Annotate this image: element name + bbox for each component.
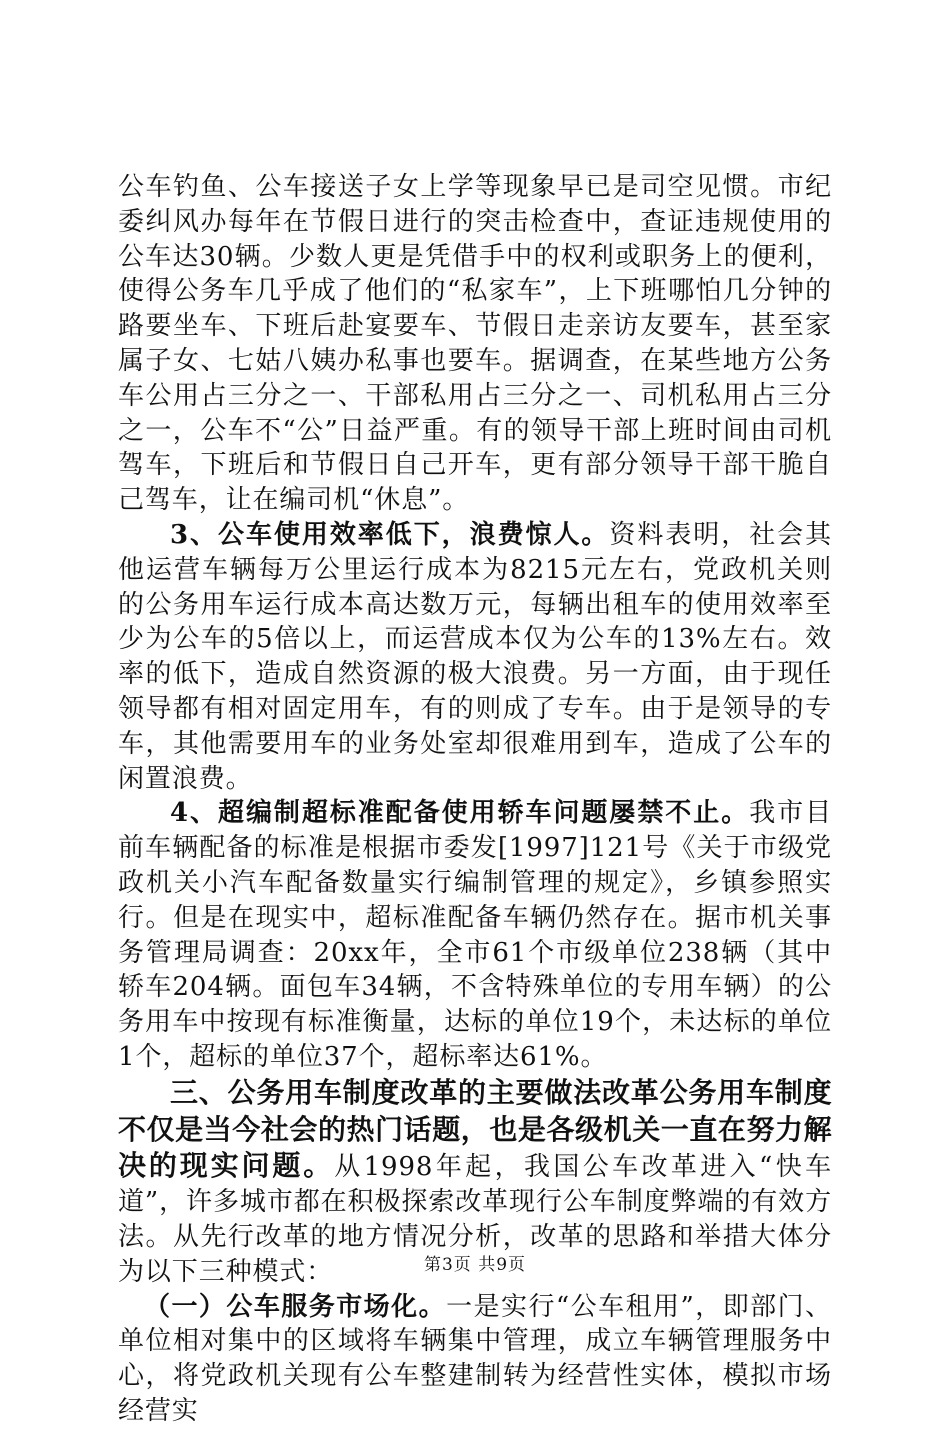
paragraph-4-text: 从1998年起，我国公车改革进入“快车道”，许多城市都在积极探索改革现行公车制度弊端的有效方法。从先行改革的地方情况分析，改革的思路和举措大体分为以下三种模式： — [118, 1152, 832, 1287]
paragraph-5 — [118, 1290, 832, 1429]
paragraph-3 — [118, 796, 832, 1074]
paragraph-5-heading: （一）公车服务市场化。 — [144, 1291, 447, 1322]
paragraph-2-text: 资料表明，社会其他运营车辆每万公里运行成本为8215元左右，党政机关则的公务用车运行成本高达数万元，每辆出租车的使用效率至少为公车的5倍以上，而运营成本仅为公车的13%左右。效率的低下，造成自然资源的极大浪费。另一方面，由于现任领导都有相对固定用车，有的则成了专车。由于是领导的专车，其他需要用车的业务处室却很难用到车，造成了公车的闲置浪费。 — [118, 519, 833, 794]
paragraph-3-text: 我市目前车辆配备的标准是根据市委发[1997]121号《关于市级党政机关小汽车配备数量实行编制管理的规定》，乡镇参照实行。但是在现实中，超标准配备车辆仍然存在。据市机关事务管理局调查：20xx年，全市61个市级单位238辆（其中轿车204辆。面包车34辆，不含特殊单位的专用车辆）的公务用车中按现有标准衡量，达标的单位19个，未达标的单位1个，超标的单位37个，超标率达61%。 — [118, 798, 833, 1072]
body-text — [118, 170, 832, 1429]
paragraph-1: 公车钓鱼、公车接送子女上学等现象早已是司空见惯。市纪委纠风办每年在节假日进行的突击检查中，查证违规使用的公车达30辆。少数人更是凭借手中的权利或职务上的便利，使得公务车几乎成了他们的“私家车”，上下班哪怕几分钟的路要坐车、下班后赴宴要车、节假日走亲访友要车，甚至家属子女、七姑八姨办私事也要车。据调查，在某些地方公务车公用占三分之一、干部私用占三分之一、司机私用占三分之一，公车不“公”日益严重。有的领导干部上班时间由司机驾车，下班后和节假日自己开车，更有部分领导干部干脆自己驾车，让在编司机“休息”。 — [118, 172, 832, 516]
section-heading: 三、公务用车制度改革的主要做法改革公务用车制度不仅是当今社会的热门话题，也是各级机关一直在努力解决的现实问题。 — [118, 1075, 832, 1183]
paragraph-3-heading: 4、超编制超标准配备使用轿车问题屡禁不止。 — [170, 798, 750, 829]
paragraph-2-heading: 3、公车使用效率低下，浪费惊人。 — [170, 519, 610, 550]
paragraph-5-text: 一是实行“公车租用”，即部门、单位相对集中的区域将车辆集中管理，成立车辆管理服务中心，将党政机关现有公车整建制转为经营性实体，模拟市场经营实 — [118, 1291, 832, 1426]
page-footer: 第3页 共9页 — [423, 1255, 527, 1275]
paragraph-2 — [118, 518, 832, 796]
